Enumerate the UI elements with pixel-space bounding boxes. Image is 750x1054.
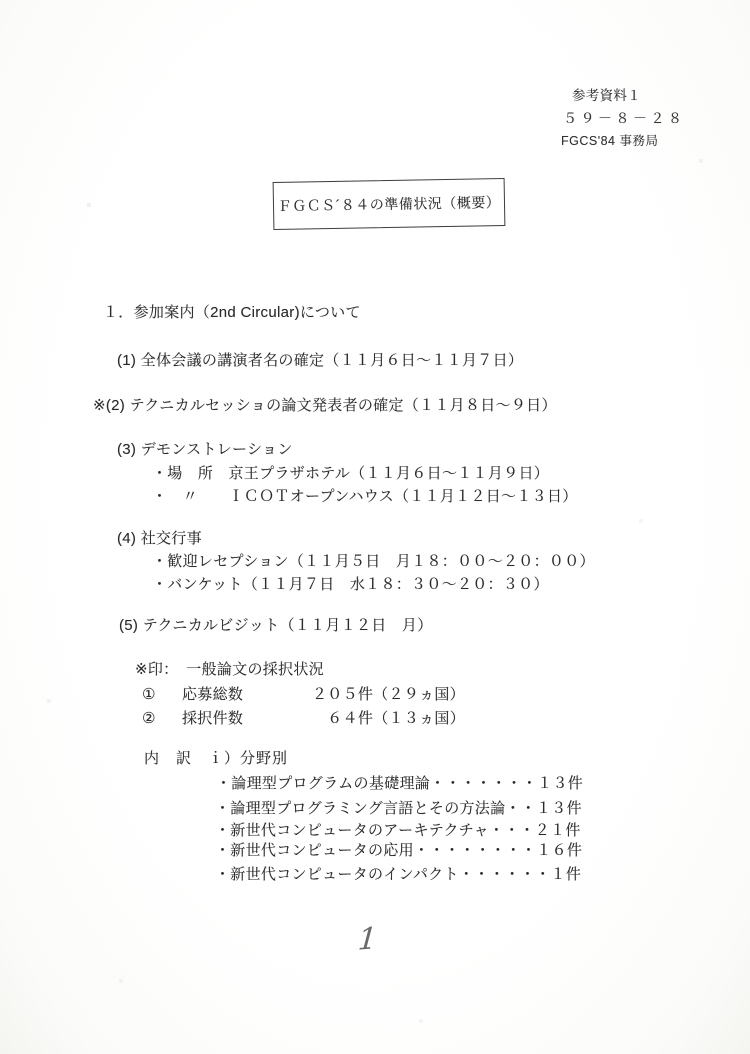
breakdown-row: ・論理型プログラミング言語とその方法論・・１３件 (215, 800, 582, 817)
office-label: FGCS'84 事務局 (561, 134, 659, 148)
stat-label: 採択件数 (182, 710, 244, 727)
stat-row-accepted (142, 709, 465, 729)
section1-heading: １．参加案内（2nd Circular)について (103, 304, 361, 321)
section1-item-2-starred: ※(2) テクニカルセッショの論文発表者の確定（１１月８日～９日） (93, 397, 557, 414)
stat-value: ６４件（１３ヵ国） (327, 710, 465, 727)
section1-item-4-sub-1: ・歓迎レセプション（１１月５日 月１８：００～２０：００） (152, 553, 595, 570)
title-box (273, 178, 506, 230)
section1-item-4: (4) 社交行事 (117, 530, 202, 547)
section1-item-3: (3) デモンストレーション (117, 441, 293, 458)
breakdown-heading: 内 訳 ｉ）分野別 (144, 750, 289, 767)
section1-item-4-sub-2: ・バンケット（１１月７日 水１８：３０～２０：３０） (152, 576, 549, 593)
breakdown-row: ・新世代コンピュータのインパクト・・・・・・１件 (215, 866, 582, 883)
breakdown-row: ・新世代コンピュータの応用・・・・・・・・１６件 (215, 842, 583, 859)
breakdown-row: ・新世代コンピュータのアーキテクチャ・・・２１件 (215, 822, 581, 839)
breakdown-row: ・論理型プログラムの基礎理論・・・・・・・１３件 (216, 775, 584, 792)
section1-item-3-sub-2: ・ 〃 ＩＣＯＴオープンハウス（１１月１２日～１３日） (152, 488, 578, 505)
page-title: ＦＧＣＳ´８４の準備状況（概要） (277, 194, 501, 214)
stat-row-applications (142, 685, 465, 705)
note-heading: ※印： 一般論文の採択状況 (135, 661, 324, 678)
section1-item-5: (5) テクニカルビジット（１１月１２日 月） (119, 617, 433, 634)
stat-circled-number: ② (142, 710, 156, 727)
stat-circled-number: ① (142, 686, 156, 703)
section1-item-3-sub-1: ・場 所 京王プラザホテル（１１月６日～１１月９日） (152, 465, 550, 482)
stat-label: 応募総数 (182, 686, 244, 703)
page-number: 1 (356, 921, 379, 958)
stat-value: ２０５件（２９ヵ国） (311, 686, 465, 703)
reference-label: 参考資料１ (572, 88, 641, 103)
section1-item-1: (1) 全体会議の講演者名の確定（１１月６日～１１月７日） (117, 352, 524, 369)
document-date: ５９－８－２８ (563, 110, 686, 126)
